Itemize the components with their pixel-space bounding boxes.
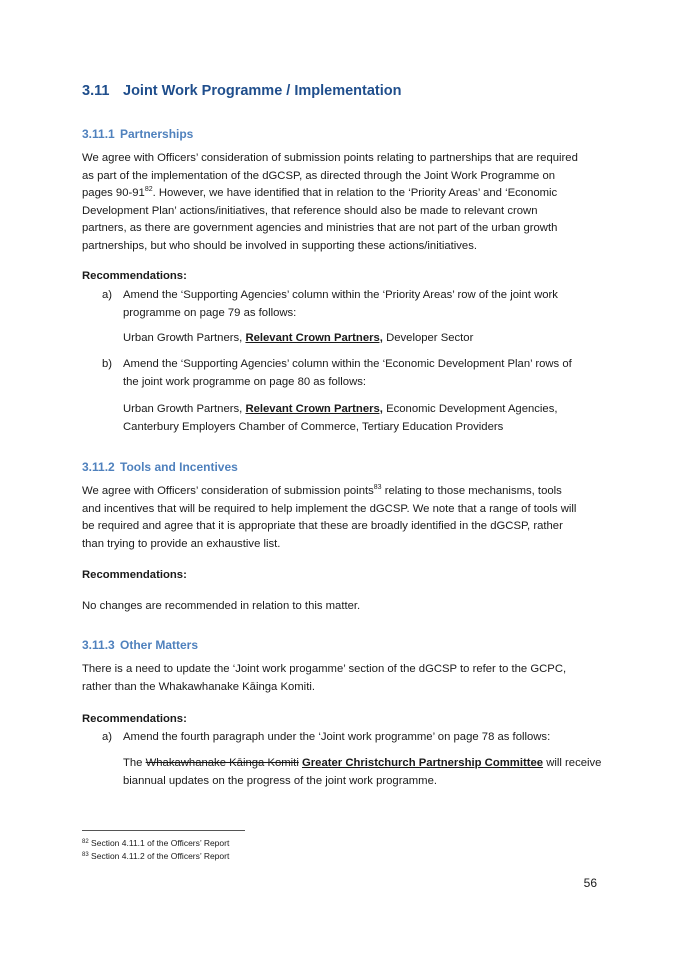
recommendation-item-a [102,287,602,322]
text-run: Urban Growth Partners, [123,403,246,415]
footnote-ref-83[interactable]: 83 [373,484,382,491]
text-run: The [123,757,146,769]
section-number: 3.11 [82,83,110,99]
footnote-82 [82,838,229,848]
recommendations-label: Recommendations: [82,713,187,725]
text-line: be required and agree that it is appropriate that these are broadly identified in the dGCSP, rather [82,520,563,532]
recommendations-label: Recommendations: [82,569,187,581]
text-line: There is a need to update the ‘Joint work progamme’ section of the dGCSP to refer to the GCPC, [82,663,567,675]
text-run: Economic Development Agencies, [382,403,558,415]
footnote-text: Section 4.11.1 of the Officers’ Report [88,838,230,848]
text-run: We agree with Officers’ consideration of submission points [82,485,374,497]
inserted-text: Relevant Crown Partners, [245,332,383,344]
deleted-text: Whakawhanake Kāinga Komiti [145,757,299,769]
other-matters-paragraph [82,661,602,696]
footnote-number: 82 [82,839,89,845]
text-line: Amend the fourth paragraph under the ‘Joint work programme’ on page 78 as follows: [123,731,551,743]
text-run: relating to those mechanisms, tools [381,485,562,497]
subsection-heading-tools [82,460,238,474]
footnote-divider [82,830,245,831]
text-run: . However, we have identified that in relation to the ‘Priority Areas’ and ‘Economic [152,187,558,199]
text-run: pages 90-91 [82,187,145,199]
text-run: Urban Growth Partners, [123,332,246,344]
item-letter: a) [102,731,113,743]
recommendations-label: Recommendations: [82,270,187,282]
subsection-number: 3.11.3 [82,638,115,652]
text-line: partners, as there are government agencies and ministries that are not part of the urban growth [82,222,558,234]
subsection-title: Tools and Incentives [120,460,238,474]
amendment-text-other [123,755,603,790]
text-run: will receive [543,757,602,769]
text-line [82,483,602,501]
item-letter: b) [102,358,113,370]
amendment-text-a [123,330,603,348]
footnote-ref-82[interactable]: 82 [144,186,153,193]
subsection-heading-partnerships [82,127,193,141]
footnote-text: Section 4.11.2 of the Officers’ Report [88,851,230,861]
text-line: partnerships, but who should be involved in supporting these actions/initiatives. [82,239,477,252]
page-number: 56 [583,876,597,890]
text-line [123,401,603,419]
footnote-83 [82,851,229,861]
text-line: Amend the ‘Supporting Agencies’ column within the ‘Economic Development Plan’ rows of [123,358,572,370]
text-line: and incentives that will be required to help implement the dGCSP. We note that a range of tools will [82,502,577,515]
subsection-title: Partnerships [120,127,194,141]
footnote-number: 83 [82,852,89,858]
text-line: No changes are recommended in relation to this matter. [82,600,361,612]
inserted-text: Greater Christchurch Partnership Committee [301,757,544,769]
text-line: as part of the implementation of the dGCSP, as directed through the Joint Work Programme on [82,169,556,182]
text-line [123,330,603,348]
text-line: rather than the Whakawhanake Kāinga Komiti. [82,680,315,693]
recommendation-item-a [102,729,602,747]
text-line: Amend the ‘Supporting Agencies’ column within the ‘Priority Areas’ row of the joint work [123,289,558,301]
inserted-text: Relevant Crown Partners, [245,403,383,415]
subsection-number: 3.11.1 [82,127,115,141]
text-line [82,185,602,203]
text-line: biannual updates on the progress of the joint work programme. [123,774,437,787]
subsection-number: 3.11.2 [82,460,115,474]
recommendation-item-b [102,356,602,391]
item-letter: a) [102,289,113,301]
subsection-title: Other Matters [120,638,199,652]
text-line [123,755,603,773]
no-change-statement [82,598,602,616]
text-line: Development Plan’ actions/initiatives, that reference should also be made to relevant crown [82,204,538,217]
text-run: Developer Sector [382,332,474,344]
section-heading [82,83,402,99]
tools-paragraph [82,483,602,553]
subsection-heading-other-matters [82,638,198,652]
partnerships-paragraph [82,150,602,255]
text-line: Canterbury Employers Chamber of Commerce, Tertiary Education Providers [123,420,504,433]
amendment-text-b [123,401,603,436]
section-title: Joint Work Programme / Implementation [123,83,402,99]
text-line: the joint work programme on page 80 as follows: [123,375,367,388]
text-line: programme on page 79 as follows: [123,306,297,319]
text-line: We agree with Officers’ consideration of submission points relating to partnerships that are required [82,152,578,164]
text-line: than trying to provide an exhaustive list. [82,537,281,550]
